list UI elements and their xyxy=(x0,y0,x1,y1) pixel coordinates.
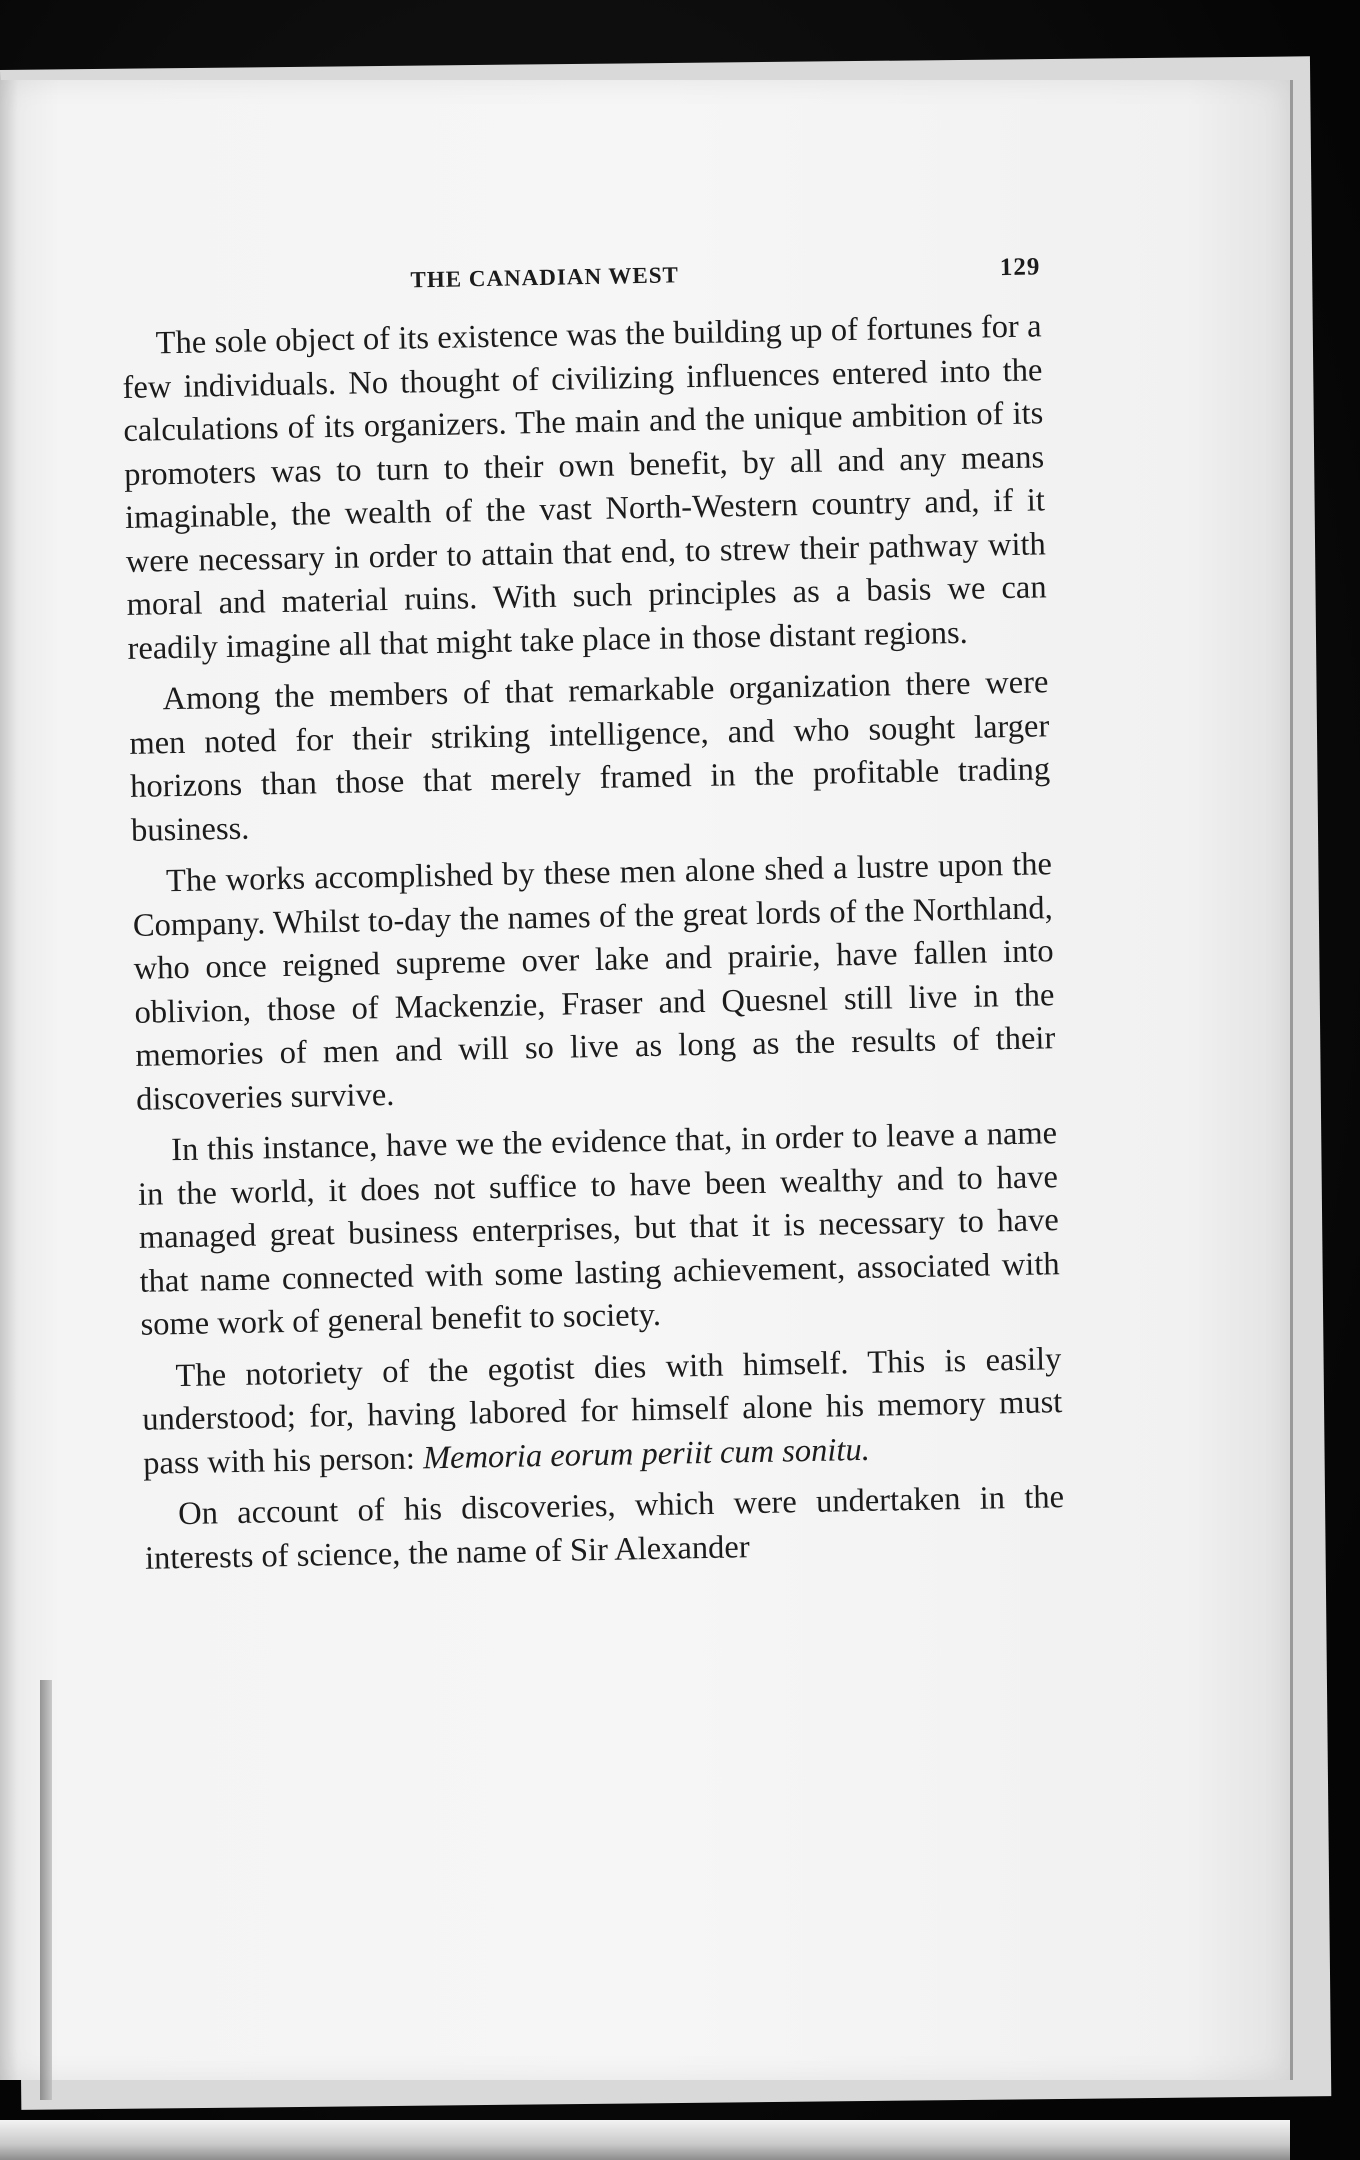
latin-quotation: Memoria eorum periit cum sonitu. xyxy=(422,1431,871,1476)
paragraph-4: In this instance, have we the evidence that, in order to leave a name in the world, it does not suffice to have been wealthy and to have managed great business enterprises, but that it is necessary to have that name connected with some lasting achievement, associated with some work of general benefit to society. xyxy=(137,1115,1060,1343)
paragraph-1: The sole object of its existence was the building up of fortunes for a few individuals. No thought of civilizing influences entered into the calculations of its organizers. The main and the unique ambition of its promoters was to turn to their own benefit, by all and any means imaginable, the wealth of the vast North-Western country and, if it were necessary in order to attain that end, to strew their pathway with moral and material ruins. With such principles as a basis we can readily imagine all that might take place in those distant regions. xyxy=(122,308,1047,667)
body-text xyxy=(121,305,1065,1580)
page-number: 129 xyxy=(999,253,1041,282)
paragraph-6: On account of his discoveries, which were undertaken in the interests of science, the name of Sir Alexander xyxy=(144,1479,1065,1577)
binding-gutter xyxy=(40,1680,52,2100)
text-block xyxy=(120,237,1065,1588)
paragraph-3: The works accomplished by these men alone shed a lustre upon the Company. Whilst to-day the names of the great lords of the Northland, who once reigned supreme over lake and prairie, have fallen into oblivion, those of Mackenzie, Fraser and Quesnel still live in the memories of men and will so live as long as the results of their discoveries survive. xyxy=(132,846,1056,1118)
paragraph-5-text: The notoriety of the egotist dies with himself. This is easily understood; for, having labored for himself alone his memory must pass with his person: xyxy=(142,1340,1063,1482)
running-head-title: THE CANADIAN WEST xyxy=(410,262,680,293)
paragraph-5 xyxy=(141,1338,1063,1486)
page-bottom-edge xyxy=(0,2120,1290,2160)
paragraph-2: Among the members of that remarkable organization there were men noted for their striking intelligence, and who sought larger horizons than those that merely framed in the profitable trading business. xyxy=(129,664,1051,849)
